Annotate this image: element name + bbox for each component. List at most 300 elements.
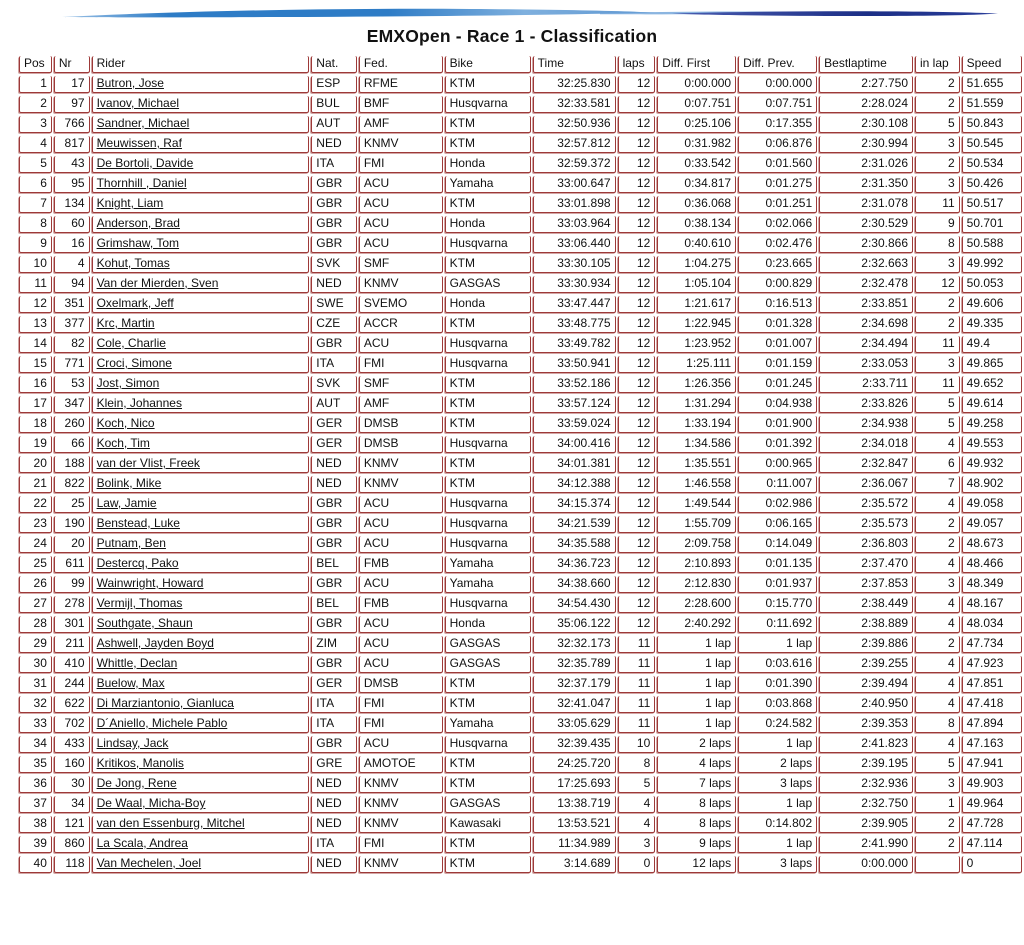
cell-laps: 12 <box>618 376 656 393</box>
cell-fed: BMF <box>359 96 443 113</box>
cell-fed: ACU <box>359 516 443 533</box>
cell-bike: GASGAS <box>445 796 531 813</box>
cell-diff_prev: 0:01.560 <box>738 156 817 173</box>
cell-fed: ACCR <box>359 316 443 333</box>
cell-rider <box>92 556 310 573</box>
cell-time: 24:25.720 <box>533 756 616 773</box>
cell-pos: 24 <box>19 536 52 553</box>
cell-time: 33:01.898 <box>533 196 616 213</box>
cell-time: 33:05.629 <box>533 716 616 733</box>
cell-bestlaptime: 2:38.449 <box>819 596 913 613</box>
cell-bike: Honda <box>445 156 531 173</box>
cell-rider <box>92 816 310 833</box>
cell-pos: 39 <box>19 836 52 853</box>
table-row <box>19 196 1022 213</box>
cell-time: 33:00.647 <box>533 176 616 193</box>
cell-time: 32:41.047 <box>533 696 616 713</box>
cell-bestlaptime: 2:31.026 <box>819 156 913 173</box>
table-row <box>19 296 1022 313</box>
cell-speed: 50.426 <box>962 176 1022 193</box>
cell-nat: NED <box>311 456 357 473</box>
cell-laps: 11 <box>618 716 656 733</box>
cell-in_lap: 5 <box>915 396 960 413</box>
cell-diff_first: 0:00.000 <box>657 76 736 93</box>
cell-nat: ZIM <box>311 636 357 653</box>
col-header-speed: Speed <box>962 56 1022 73</box>
cell-nr: 766 <box>54 116 90 133</box>
cell-pos: 16 <box>19 376 52 393</box>
cell-nr: 611 <box>54 556 90 573</box>
cell-diff_prev: 0:01.392 <box>738 436 817 453</box>
cell-diff_first: 8 laps <box>657 816 736 833</box>
cell-bestlaptime: 2:33.053 <box>819 356 913 373</box>
cell-nat: BEL <box>311 596 357 613</box>
cell-nr: 860 <box>54 836 90 853</box>
cell-in_lap: 11 <box>915 376 960 393</box>
cell-time: 32:25.830 <box>533 76 616 93</box>
col-header-rider: Rider <box>92 56 310 73</box>
cell-speed: 48.034 <box>962 616 1022 633</box>
cell-diff_prev: 2 laps <box>738 756 817 773</box>
cell-diff_first: 9 laps <box>657 836 736 853</box>
cell-bike: Kawasaki <box>445 816 531 833</box>
rider-name: Krc, Martin <box>96 316 155 330</box>
cell-diff_first: 0:34.817 <box>657 176 736 193</box>
cell-time: 32:39.435 <box>533 736 616 753</box>
cell-diff_first: 1 lap <box>657 656 736 673</box>
cell-pos: 22 <box>19 496 52 513</box>
cell-fed: ACU <box>359 216 443 233</box>
cell-diff_first: 0:40.610 <box>657 236 736 253</box>
cell-nat: GBR <box>311 656 357 673</box>
cell-diff_first: 0:31.982 <box>657 136 736 153</box>
cell-time: 34:35.588 <box>533 536 616 553</box>
cell-laps: 12 <box>618 436 656 453</box>
cell-diff_prev: 0:04.938 <box>738 396 817 413</box>
cell-fed: ACU <box>359 236 443 253</box>
cell-laps: 0 <box>618 856 656 873</box>
cell-nat: GBR <box>311 196 357 213</box>
cell-fed: KNMV <box>359 276 443 293</box>
cell-diff_prev: 0:17.355 <box>738 116 817 133</box>
rider-name: Oxelmark, Jeff <box>96 296 174 310</box>
cell-speed: 51.559 <box>962 96 1022 113</box>
cell-speed: 50.534 <box>962 156 1022 173</box>
cell-diff_first: 0:38.134 <box>657 216 736 233</box>
cell-bike: KTM <box>445 836 531 853</box>
cell-diff_prev: 1 lap <box>738 736 817 753</box>
cell-nr: 16 <box>54 236 90 253</box>
table-header <box>19 56 1022 73</box>
cell-laps: 12 <box>618 296 656 313</box>
rider-name: Kohut, Tomas <box>96 256 170 270</box>
cell-bestlaptime: 2:32.750 <box>819 796 913 813</box>
cell-bestlaptime: 2:33.711 <box>819 376 913 393</box>
cell-diff_first: 1:46.558 <box>657 476 736 493</box>
cell-time: 17:25.693 <box>533 776 616 793</box>
cell-nat: GBR <box>311 236 357 253</box>
cell-nr: 99 <box>54 576 90 593</box>
cell-pos: 5 <box>19 156 52 173</box>
cell-bestlaptime: 0:00.000 <box>819 856 913 873</box>
cell-diff_first: 2:10.893 <box>657 556 736 573</box>
cell-laps: 12 <box>618 136 656 153</box>
table-row <box>19 716 1022 733</box>
cell-diff_prev: 0:03.868 <box>738 696 817 713</box>
cell-time: 34:21.539 <box>533 516 616 533</box>
cell-bestlaptime: 2:30.529 <box>819 216 913 233</box>
cell-diff_first: 12 laps <box>657 856 736 873</box>
cell-nr: 410 <box>54 656 90 673</box>
cell-bestlaptime: 2:39.494 <box>819 676 913 693</box>
rider-name: Klein, Johannes <box>96 396 182 410</box>
cell-bestlaptime: 2:32.663 <box>819 256 913 273</box>
cell-diff_prev: 0:06.876 <box>738 136 817 153</box>
cell-in_lap: 2 <box>915 536 960 553</box>
cell-speed: 50.053 <box>962 276 1022 293</box>
cell-rider <box>92 316 310 333</box>
cell-time: 33:03.964 <box>533 216 616 233</box>
cell-rider <box>92 796 310 813</box>
cell-bike: KTM <box>445 76 531 93</box>
cell-speed: 49.932 <box>962 456 1022 473</box>
cell-bestlaptime: 2:38.889 <box>819 616 913 633</box>
rider-name: Knight, Liam <box>96 196 164 210</box>
rider-name: Croci, Simone <box>96 356 172 370</box>
cell-bike: Yamaha <box>445 176 531 193</box>
cell-in_lap: 3 <box>915 176 960 193</box>
cell-bike: Husqvarna <box>445 516 531 533</box>
cell-bike: KTM <box>445 776 531 793</box>
rider-name: Butron, Jose <box>96 76 164 90</box>
cell-nat: GBR <box>311 576 357 593</box>
cell-nat: GBR <box>311 516 357 533</box>
cell-time: 33:57.124 <box>533 396 616 413</box>
cell-nr: 60 <box>54 216 90 233</box>
cell-diff_prev: 0:14.049 <box>738 536 817 553</box>
table-row <box>19 516 1022 533</box>
cell-pos: 34 <box>19 736 52 753</box>
cell-bestlaptime: 2:41.823 <box>819 736 913 753</box>
cell-in_lap: 3 <box>915 576 960 593</box>
cell-nat: AUT <box>311 116 357 133</box>
cell-nat: BUL <box>311 96 357 113</box>
rider-name: Thornhill , Daniel <box>96 176 187 190</box>
cell-bike: KTM <box>445 476 531 493</box>
cell-speed: 49.058 <box>962 496 1022 513</box>
cell-nr: 95 <box>54 176 90 193</box>
table-row <box>19 456 1022 473</box>
cell-rider <box>92 276 310 293</box>
table-row <box>19 696 1022 713</box>
rider-name: De Bortoli, Davide <box>96 156 194 170</box>
cell-diff_prev: 0:01.251 <box>738 196 817 213</box>
cell-in_lap: 5 <box>915 756 960 773</box>
cell-speed: 0 <box>962 856 1022 873</box>
cell-rider <box>92 496 310 513</box>
cell-nat: NED <box>311 856 357 873</box>
cell-rider <box>92 576 310 593</box>
cell-fed: FMI <box>359 156 443 173</box>
cell-time: 32:32.173 <box>533 636 616 653</box>
cell-bike: Honda <box>445 296 531 313</box>
cell-nr: 34 <box>54 796 90 813</box>
cell-diff_prev: 0:11.007 <box>738 476 817 493</box>
cell-diff_first: 1:22.945 <box>657 316 736 333</box>
cell-bike: Yamaha <box>445 716 531 733</box>
cell-laps: 3 <box>618 836 656 853</box>
cell-bestlaptime: 2:36.803 <box>819 536 913 553</box>
cell-rider <box>92 96 310 113</box>
cell-fed: AMOTOE <box>359 756 443 773</box>
cell-pos: 8 <box>19 216 52 233</box>
cell-speed: 47.163 <box>962 736 1022 753</box>
cell-in_lap: 4 <box>915 556 960 573</box>
rider-name: Southgate, Shaun <box>96 616 193 630</box>
cell-speed: 50.545 <box>962 136 1022 153</box>
cell-pos: 31 <box>19 676 52 693</box>
cell-rider <box>92 516 310 533</box>
col-header-bike: Bike <box>445 56 531 73</box>
table-row <box>19 316 1022 333</box>
cell-bike: KTM <box>445 256 531 273</box>
cell-pos: 32 <box>19 696 52 713</box>
cell-speed: 49.4 <box>962 336 1022 353</box>
cell-pos: 7 <box>19 196 52 213</box>
cell-diff_prev: 0:01.007 <box>738 336 817 353</box>
cell-in_lap: 4 <box>915 496 960 513</box>
cell-fed: KNMV <box>359 856 443 873</box>
cell-fed: DMSB <box>359 436 443 453</box>
cell-in_lap: 2 <box>915 516 960 533</box>
cell-nat: ITA <box>311 836 357 853</box>
cell-fed: FMB <box>359 596 443 613</box>
cell-fed: KNMV <box>359 476 443 493</box>
cell-laps: 12 <box>618 576 656 593</box>
table-row <box>19 356 1022 373</box>
cell-fed: KNMV <box>359 776 443 793</box>
cell-rider <box>92 716 310 733</box>
rider-name: Putnam, Ben <box>96 536 166 550</box>
cell-fed: ACU <box>359 336 443 353</box>
rider-name: Koch, Tim <box>96 436 150 450</box>
cell-time: 32:37.179 <box>533 676 616 693</box>
cell-laps: 12 <box>618 316 656 333</box>
table-row <box>19 836 1022 853</box>
cell-laps: 8 <box>618 756 656 773</box>
cell-fed: KNMV <box>359 456 443 473</box>
cell-nr: 771 <box>54 356 90 373</box>
header-row <box>19 56 1022 73</box>
rider-name: Destercq, Pako <box>96 556 179 570</box>
cell-pos: 9 <box>19 236 52 253</box>
cell-bike: KTM <box>445 396 531 413</box>
cell-bike: Husqvarna <box>445 236 531 253</box>
cell-fed: ACU <box>359 536 443 553</box>
cell-rider <box>92 596 310 613</box>
cell-laps: 11 <box>618 696 656 713</box>
cell-diff_first: 1:04.275 <box>657 256 736 273</box>
cell-speed: 49.258 <box>962 416 1022 433</box>
cell-nat: ITA <box>311 696 357 713</box>
cell-bike: KTM <box>445 696 531 713</box>
cell-pos: 15 <box>19 356 52 373</box>
cell-rider <box>92 756 310 773</box>
rider-name: Koch, Nico <box>96 416 155 430</box>
cell-bestlaptime: 2:30.866 <box>819 236 913 253</box>
cell-speed: 49.652 <box>962 376 1022 393</box>
cell-fed: RFME <box>359 76 443 93</box>
cell-nr: 30 <box>54 776 90 793</box>
cell-pos: 17 <box>19 396 52 413</box>
cell-nat: GBR <box>311 496 357 513</box>
cell-fed: ACU <box>359 656 443 673</box>
cell-nr: 301 <box>54 616 90 633</box>
cell-diff_prev: 0:23.665 <box>738 256 817 273</box>
cell-in_lap: 11 <box>915 196 960 213</box>
cell-laps: 11 <box>618 656 656 673</box>
cell-laps: 12 <box>618 336 656 353</box>
cell-in_lap: 4 <box>915 656 960 673</box>
cell-nr: 190 <box>54 516 90 533</box>
cell-laps: 12 <box>618 176 656 193</box>
col-header-time: Time <box>533 56 616 73</box>
cell-time: 3:14.689 <box>533 856 616 873</box>
cell-bestlaptime: 2:32.478 <box>819 276 913 293</box>
table-row <box>19 376 1022 393</box>
cell-bike: Yamaha <box>445 556 531 573</box>
cell-laps: 12 <box>618 416 656 433</box>
cell-nr: 4 <box>54 256 90 273</box>
cell-laps: 12 <box>618 536 656 553</box>
cell-time: 34:12.388 <box>533 476 616 493</box>
cell-bike: Husqvarna <box>445 436 531 453</box>
cell-bike: Yamaha <box>445 576 531 593</box>
cell-nr: 53 <box>54 376 90 393</box>
cell-nr: 94 <box>54 276 90 293</box>
rider-name: D´Aniello, Michele Pablo <box>96 716 228 730</box>
cell-pos: 3 <box>19 116 52 133</box>
cell-pos: 18 <box>19 416 52 433</box>
cell-laps: 4 <box>618 816 656 833</box>
cell-speed: 47.851 <box>962 676 1022 693</box>
rider-name: Ashwell, Jayden Boyd <box>96 636 214 650</box>
cell-diff_prev: 0:02.066 <box>738 216 817 233</box>
cell-diff_prev: 0:07.751 <box>738 96 817 113</box>
cell-pos: 19 <box>19 436 52 453</box>
cell-time: 34:00.416 <box>533 436 616 453</box>
rider-name: Van der Mierden, Sven <box>96 276 219 290</box>
cell-diff_first: 2:28.600 <box>657 596 736 613</box>
cell-bike: KTM <box>445 856 531 873</box>
cell-nr: 211 <box>54 636 90 653</box>
cell-rider <box>92 336 310 353</box>
cell-speed: 47.941 <box>962 756 1022 773</box>
rider-name: Sandner, Michael <box>96 116 190 130</box>
cell-speed: 49.865 <box>962 356 1022 373</box>
cell-diff_first: 1 lap <box>657 636 736 653</box>
cell-nr: 25 <box>54 496 90 513</box>
cell-nr: 260 <box>54 416 90 433</box>
cell-pos: 33 <box>19 716 52 733</box>
rider-name: Ivanov, Michael <box>96 96 180 110</box>
cell-bike: KTM <box>445 456 531 473</box>
cell-nr: 17 <box>54 76 90 93</box>
cell-nat: ITA <box>311 716 357 733</box>
cell-in_lap: 3 <box>915 356 960 373</box>
cell-bestlaptime: 2:34.018 <box>819 436 913 453</box>
cell-bestlaptime: 2:33.851 <box>819 296 913 313</box>
cell-rider <box>92 76 310 93</box>
cell-nr: 134 <box>54 196 90 213</box>
cell-bike: KTM <box>445 676 531 693</box>
cell-nr: 20 <box>54 536 90 553</box>
cell-diff_prev: 0:03.616 <box>738 656 817 673</box>
cell-speed: 48.349 <box>962 576 1022 593</box>
cell-diff_prev: 0:15.770 <box>738 596 817 613</box>
cell-in_lap: 2 <box>915 296 960 313</box>
cell-laps: 12 <box>618 196 656 213</box>
cell-time: 33:06.440 <box>533 236 616 253</box>
cell-bike: KTM <box>445 136 531 153</box>
cell-diff_first: 0:33.542 <box>657 156 736 173</box>
cell-fed: ACU <box>359 736 443 753</box>
cell-fed: DMSB <box>359 416 443 433</box>
cell-bike: Husqvarna <box>445 96 531 113</box>
cell-nr: 351 <box>54 296 90 313</box>
cell-rider <box>92 296 310 313</box>
rider-name: De Jong, Rene <box>96 776 177 790</box>
cell-time: 34:54.430 <box>533 596 616 613</box>
cell-diff_prev: 3 laps <box>738 856 817 873</box>
cell-fed: SMF <box>359 376 443 393</box>
cell-in_lap: 5 <box>915 416 960 433</box>
cell-diff_prev: 0:01.135 <box>738 556 817 573</box>
cell-fed: FMI <box>359 696 443 713</box>
cell-pos: 20 <box>19 456 52 473</box>
cell-rider <box>92 836 310 853</box>
cell-in_lap: 6 <box>915 456 960 473</box>
cell-bike: KTM <box>445 196 531 213</box>
rider-name: Grimshaw, Tom <box>96 236 180 250</box>
cell-bestlaptime: 2:39.905 <box>819 816 913 833</box>
cell-pos: 10 <box>19 256 52 273</box>
cell-fed: SVEMO <box>359 296 443 313</box>
cell-nat: GBR <box>311 736 357 753</box>
cell-diff_prev: 0:01.900 <box>738 416 817 433</box>
cell-laps: 4 <box>618 796 656 813</box>
cell-rider <box>92 776 310 793</box>
table-row <box>19 116 1022 133</box>
table-row <box>19 176 1022 193</box>
cell-diff_prev: 0:14.802 <box>738 816 817 833</box>
cell-diff_prev: 3 laps <box>738 776 817 793</box>
cell-bike: KTM <box>445 316 531 333</box>
page-title: EMXOpen - Race 1 - Classification <box>366 26 658 46</box>
rider-name: Whittle, Declan <box>96 656 178 670</box>
cell-nr: 188 <box>54 456 90 473</box>
cell-pos: 25 <box>19 556 52 573</box>
cell-time: 34:38.660 <box>533 576 616 593</box>
cell-nat: SVK <box>311 376 357 393</box>
cell-pos: 21 <box>19 476 52 493</box>
header-brush-stroke-graphic <box>0 0 1024 28</box>
cell-in_lap: 2 <box>915 636 960 653</box>
cell-diff_prev: 0:06.165 <box>738 516 817 533</box>
cell-rider <box>92 396 310 413</box>
cell-in_lap: 8 <box>915 716 960 733</box>
cell-rider <box>92 476 310 493</box>
